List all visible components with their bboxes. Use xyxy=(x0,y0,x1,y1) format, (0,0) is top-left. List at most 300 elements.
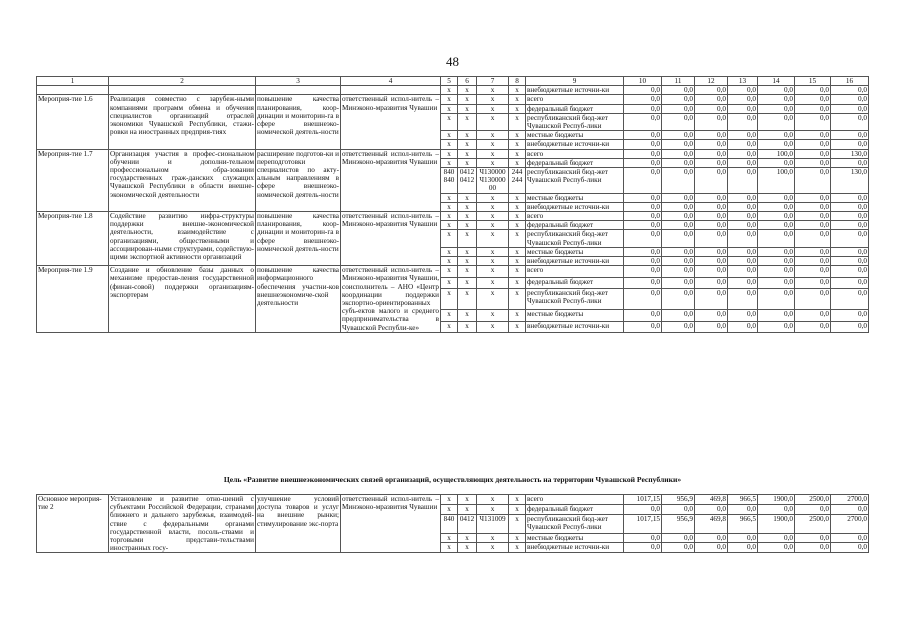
amount-cell: 0,0 xyxy=(624,310,662,321)
budget-code-cell: x xyxy=(441,149,458,158)
budget-code-cell: x xyxy=(509,543,526,553)
column-number-header: 16 xyxy=(831,77,869,86)
amount-cell: 0,0 xyxy=(728,257,758,266)
budget-code-cell: x xyxy=(509,131,526,140)
amount-cell: 0,0 xyxy=(758,277,795,288)
amount-cell: 469,8 xyxy=(695,495,728,505)
amount-cell: 0,0 xyxy=(758,221,795,230)
budget-code-cell: x xyxy=(441,288,458,309)
column-number-header: 8 xyxy=(509,77,526,86)
amount-cell: 0,0 xyxy=(728,277,758,288)
budget-code-cell: x xyxy=(458,247,477,256)
budget-code-cell: x xyxy=(458,221,477,230)
amount-cell: 0,0 xyxy=(758,113,795,130)
amount-cell: 0,0 xyxy=(758,543,795,553)
budget-code-cell: x xyxy=(441,321,458,332)
budget-code-cell: x xyxy=(477,95,509,104)
column-number-header: 11 xyxy=(662,77,695,86)
amount-cell: 130,0 xyxy=(831,168,869,194)
amount-cell: 966,5 xyxy=(728,514,758,533)
amount-cell: 0,0 xyxy=(695,533,728,543)
budget-code-cell: x xyxy=(441,193,458,202)
funding-source-cell: всего xyxy=(526,266,624,277)
budget-code-cell: x xyxy=(441,140,458,149)
amount-cell: 0,0 xyxy=(795,95,831,104)
amount-cell: 0,0 xyxy=(831,321,869,332)
table-row xyxy=(37,86,869,95)
budget-code-cell: x xyxy=(477,257,509,266)
amount-cell: 0,0 xyxy=(662,247,695,256)
budget-code-cell: x xyxy=(477,140,509,149)
budget-code-cell: x xyxy=(458,212,477,221)
budget-code-cell: 840 xyxy=(441,514,458,533)
amount-cell: 0,0 xyxy=(662,504,695,514)
column-number-header: 1 xyxy=(37,77,109,86)
budget-code-cell: x xyxy=(509,86,526,95)
amount-cell: 0,0 xyxy=(728,168,758,194)
amount-cell: 0,0 xyxy=(795,140,831,149)
measure-goal-cell: улучшение условий доступа товаров и услуг на внешние рынки; стимулирование экс-порта xyxy=(256,495,341,553)
budget-code-cell: x xyxy=(441,266,458,277)
amount-cell: 0,0 xyxy=(758,533,795,543)
column-number-header: 2 xyxy=(109,77,256,86)
amount-cell: 2500,0 xyxy=(795,495,831,505)
measure-executor-cell: ответственный испол-нитель – Минэконо-мразвития Чувашии, соисполнитель – АНО «Центр координации поддержки экспортно-ориентированных субъ-ектов малого и среднего предпринимательства в Чувашской Республи-ке» xyxy=(342,266,440,332)
amount-cell: 0,0 xyxy=(695,310,728,321)
budget-code-cell: x xyxy=(441,113,458,130)
budget-code-cell: x xyxy=(458,288,477,309)
column-number-header: 6 xyxy=(458,77,477,86)
amount-cell: 0,0 xyxy=(728,131,758,140)
amount-cell: 0,0 xyxy=(624,202,662,211)
budget-code-cell: x xyxy=(477,504,509,514)
budget-code-cell: x xyxy=(477,149,509,158)
amount-cell: 0,0 xyxy=(662,95,695,104)
budget-code-cell: x xyxy=(509,113,526,130)
funding-source-cell: федеральный бюджет xyxy=(526,277,624,288)
budget-code-cell: x xyxy=(477,193,509,202)
amount-cell: 0,0 xyxy=(695,321,728,332)
amount-cell: 0,0 xyxy=(695,288,728,309)
amount-cell: 0,0 xyxy=(795,202,831,211)
amount-cell: 0,0 xyxy=(758,321,795,332)
amount-cell: 0,0 xyxy=(728,158,758,167)
budget-code-cell: x xyxy=(477,158,509,167)
amount-cell: 0,0 xyxy=(758,310,795,321)
amount-cell: 0,0 xyxy=(728,149,758,158)
amount-cell: 0,0 xyxy=(728,230,758,247)
amount-cell: 1017,15 xyxy=(624,495,662,505)
column-number-header: 15 xyxy=(795,77,831,86)
budget-code-cell: x xyxy=(441,247,458,256)
amount-cell: 0,0 xyxy=(624,533,662,543)
funding-source-cell: республиканский бюд-жет Чувашской Респуб-лики xyxy=(526,288,624,309)
goal-heading: Цель «Развитие внешнеэкономических связей организаций, осуществляющих деятельность на территории Чувашской Республики» xyxy=(223,475,682,484)
measure-status-cell: Мероприя-тие 1.6 xyxy=(37,95,109,149)
amount-cell: 0,0 xyxy=(795,247,831,256)
measure-name-cell: Содействие развитию инфра-структуры поддержки внешне-экономической деятельности, взаимодействие с организациями, общественными и ассоциирован-ными структурами, содействую-щими экспортной активности организаций xyxy=(109,212,256,266)
amount-cell: 0,0 xyxy=(728,113,758,130)
amount-cell: 0,0 xyxy=(624,158,662,167)
measure-name-cell: Реализация совместно с зарубеж-ными компаниями программ обмена и обучения специалистов организаций отраслей экономики Чувашской Республики, стажи-ровки на иностранных предприя-тиях xyxy=(109,95,256,149)
budget-code-cell: Ч131009 xyxy=(477,514,509,533)
amount-cell: 1900,0 xyxy=(758,495,795,505)
budget-code-cell: x xyxy=(509,149,526,158)
budget-code-cell: x xyxy=(477,131,509,140)
amount-cell: 0,0 xyxy=(795,230,831,247)
amount-cell: 0,0 xyxy=(624,131,662,140)
budget-code-cell: x xyxy=(509,247,526,256)
budget-code-cell: 0412 0412 xyxy=(458,168,477,194)
table-row xyxy=(37,95,869,104)
amount-cell: 0,0 xyxy=(624,257,662,266)
budget-code-cell: x xyxy=(441,212,458,221)
amount-cell: 0,0 xyxy=(728,212,758,221)
funding-source-cell: федеральный бюджет xyxy=(526,221,624,230)
budget-code-cell: x xyxy=(509,202,526,211)
amount-cell: 0,0 xyxy=(831,533,869,543)
amount-cell: 0,0 xyxy=(795,257,831,266)
amount-cell: 0,0 xyxy=(662,212,695,221)
funding-source-cell: федеральный бюджет xyxy=(526,504,624,514)
budget-code-cell: x xyxy=(441,543,458,553)
amount-cell: 0,0 xyxy=(728,86,758,95)
budget-code-cell: x xyxy=(441,230,458,247)
measure-name-cell: Создание и обновление базы данных о механизме предостав-ления государственной (финан-совой) поддержки организациям-экспортерам xyxy=(109,266,256,333)
amount-cell: 0,0 xyxy=(662,543,695,553)
amount-cell: 0,0 xyxy=(831,288,869,309)
budget-code-cell: x xyxy=(458,158,477,167)
amount-cell: 0,0 xyxy=(662,257,695,266)
amount-cell: 0,0 xyxy=(624,193,662,202)
amount-cell: 0,0 xyxy=(695,158,728,167)
budget-code-cell: x xyxy=(509,230,526,247)
amount-cell: 0,0 xyxy=(662,131,695,140)
amount-cell: 0,0 xyxy=(695,168,728,194)
program-table xyxy=(36,76,869,333)
column-number-header: 3 xyxy=(256,77,341,86)
budget-code-cell: x xyxy=(441,310,458,321)
budget-code-cell: x xyxy=(477,230,509,247)
amount-cell: 0,0 xyxy=(831,158,869,167)
amount-cell: 2500,0 xyxy=(795,514,831,533)
amount-cell: 0,0 xyxy=(728,266,758,277)
amount-cell: 0,0 xyxy=(795,131,831,140)
main-measure-table xyxy=(36,494,869,553)
measure-status-cell: Мероприя-тие 1.9 xyxy=(37,266,109,333)
budget-code-cell: x xyxy=(477,247,509,256)
measure-executor-cell: ответственный испол-нитель – Минэконо-мразвития Чувашии xyxy=(341,495,441,553)
amount-cell: 0,0 xyxy=(624,149,662,158)
measure-goal-cell: повышение качества планирования, коор-динации и мониторин-га в сфере внешнеэко-номической деятель-ности xyxy=(256,95,341,149)
amount-cell: 0,0 xyxy=(758,193,795,202)
empty-cell xyxy=(341,86,441,95)
budget-code-cell: x xyxy=(441,131,458,140)
funding-source-cell: внебюджетные источни-ки xyxy=(526,140,624,149)
amount-cell: 0,0 xyxy=(795,212,831,221)
amount-cell: 0,0 xyxy=(624,247,662,256)
budget-code-cell: x xyxy=(441,95,458,104)
budget-code-cell: x xyxy=(458,86,477,95)
amount-cell: 0,0 xyxy=(695,193,728,202)
table-row xyxy=(37,266,869,277)
measure-goal-cell: повышение качества планирования, коор-динации и мониторин-га в сфере внешнеэко-номической деятель-ности xyxy=(256,212,341,266)
amount-cell: 0,0 xyxy=(662,158,695,167)
amount-cell: 0,0 xyxy=(831,247,869,256)
budget-code-cell: x xyxy=(458,202,477,211)
budget-code-cell: x xyxy=(441,86,458,95)
budget-code-cell: x xyxy=(458,230,477,247)
amount-cell: 0,0 xyxy=(758,266,795,277)
funding-source-cell: всего xyxy=(526,212,624,221)
amount-cell: 0,0 xyxy=(662,277,695,288)
budget-code-cell: x xyxy=(509,533,526,543)
header-row xyxy=(37,77,869,86)
amount-cell: 0,0 xyxy=(624,266,662,277)
budget-code-cell: x xyxy=(458,193,477,202)
amount-cell: 2700,0 xyxy=(831,514,869,533)
measure-name-cell: Организация участия в профес-сиональном обучении и дополни-тельном профессиональном обра-зовании государственных граж-данских служащих Чувашской Республики в области внешне-экономической деятельности xyxy=(109,149,256,211)
amount-cell: 0,0 xyxy=(831,193,869,202)
amount-cell: 0,0 xyxy=(695,86,728,95)
amount-cell: 0,0 xyxy=(831,230,869,247)
amount-cell: 0,0 xyxy=(728,95,758,104)
budget-code-cell: x xyxy=(509,193,526,202)
budget-code-cell: x xyxy=(509,288,526,309)
budget-code-cell: x xyxy=(477,202,509,211)
amount-cell: 0,0 xyxy=(662,533,695,543)
amount-cell: 2700,0 xyxy=(831,495,869,505)
funding-source-cell: республиканский бюд-жет Чувашской Респуб-лики xyxy=(526,230,624,247)
amount-cell: 0,0 xyxy=(695,266,728,277)
budget-code-cell: x xyxy=(477,86,509,95)
amount-cell: 0,0 xyxy=(831,504,869,514)
funding-source-cell: внебюджетные источни-ки xyxy=(526,86,624,95)
measure-status-cell: Основное мероприя-тие 2 xyxy=(37,495,109,553)
amount-cell: 0,0 xyxy=(758,212,795,221)
amount-cell: 0,0 xyxy=(831,310,869,321)
amount-cell: 0,0 xyxy=(695,202,728,211)
amount-cell: 1017,15 xyxy=(624,514,662,533)
column-number-header: 9 xyxy=(526,77,624,86)
budget-code-cell: x xyxy=(509,212,526,221)
budget-code-cell: x xyxy=(441,202,458,211)
amount-cell: 0,0 xyxy=(728,504,758,514)
funding-source-cell: внебюджетные источни-ки xyxy=(526,321,624,332)
empty-cell xyxy=(256,86,341,95)
amount-cell: 0,0 xyxy=(695,230,728,247)
empty-cell xyxy=(109,86,256,95)
budget-code-cell: x xyxy=(458,140,477,149)
budget-code-cell: x xyxy=(509,495,526,505)
amount-cell: 0,0 xyxy=(831,95,869,104)
amount-cell: 966,5 xyxy=(728,495,758,505)
budget-code-cell: x xyxy=(509,95,526,104)
measure-executor-cell: ответственный испол-нитель – Минэконо-мразвития Чувашии xyxy=(341,95,441,149)
amount-cell: 0,0 xyxy=(795,168,831,194)
page-number: 48 xyxy=(446,54,459,69)
amount-cell: 0,0 xyxy=(831,140,869,149)
amount-cell: 0,0 xyxy=(728,202,758,211)
budget-code-cell: 244 244 xyxy=(509,168,526,194)
amount-cell: 0,0 xyxy=(695,277,728,288)
column-number-header: 4 xyxy=(341,77,441,86)
budget-code-cell: x xyxy=(477,221,509,230)
amount-cell: 0,0 xyxy=(695,95,728,104)
amount-cell: 0,0 xyxy=(662,202,695,211)
amount-cell: 0,0 xyxy=(728,310,758,321)
amount-cell: 0,0 xyxy=(624,140,662,149)
amount-cell: 0,0 xyxy=(758,288,795,309)
amount-cell: 0,0 xyxy=(695,140,728,149)
amount-cell: 0,0 xyxy=(795,193,831,202)
amount-cell: 0,0 xyxy=(795,288,831,309)
budget-code-cell: x xyxy=(509,514,526,533)
amount-cell: 0,0 xyxy=(695,543,728,553)
amount-cell: 0,0 xyxy=(695,131,728,140)
amount-cell: 0,0 xyxy=(695,104,728,113)
budget-code-cell: x xyxy=(458,321,477,332)
amount-cell: 0,0 xyxy=(795,149,831,158)
budget-code-cell: x xyxy=(509,158,526,167)
budget-code-cell: x xyxy=(458,277,477,288)
budget-code-cell: x xyxy=(441,257,458,266)
budget-code-cell: x xyxy=(458,543,477,553)
budget-code-cell: x xyxy=(441,104,458,113)
amount-cell: 0,0 xyxy=(662,193,695,202)
budget-code-cell: Ч130000 Ч130000 00 xyxy=(477,168,509,194)
amount-cell: 0,0 xyxy=(758,104,795,113)
funding-source-cell: всего xyxy=(526,495,624,505)
budget-code-cell: x xyxy=(458,257,477,266)
budget-code-cell: x xyxy=(509,504,526,514)
amount-cell: 0,0 xyxy=(831,86,869,95)
amount-cell: 0,0 xyxy=(662,104,695,113)
amount-cell: 0,0 xyxy=(624,86,662,95)
amount-cell: 0,0 xyxy=(662,86,695,95)
budget-code-cell: x xyxy=(477,321,509,332)
amount-cell: 0,0 xyxy=(695,113,728,130)
column-number-header: 12 xyxy=(695,77,728,86)
budget-code-cell: x xyxy=(458,104,477,113)
measure-name-cell: Установление и развитие отно-шений с субъектами Российской Федерации, странами ближнего и дальнего зарубежья, взаимодей-ствие с федеральными органами государственной власти, посоль-ствами и торговыми представи-тельствами иностранных госу- xyxy=(110,495,254,553)
funding-source-cell: республиканский бюд-жет Чувашской Респуб-лики xyxy=(526,168,624,194)
amount-cell: 100,0 xyxy=(758,168,795,194)
amount-cell: 0,0 xyxy=(624,288,662,309)
measure-executor-cell: ответственный испол-нитель – Минэконо-мразвития Чувашии xyxy=(341,212,441,266)
amount-cell: 0,0 xyxy=(831,131,869,140)
measure-status-cell: Мероприя-тие 1.8 xyxy=(37,212,109,266)
amount-cell: 0,0 xyxy=(758,257,795,266)
budget-code-cell: x xyxy=(441,495,458,505)
budget-code-cell: x xyxy=(477,533,509,543)
amount-cell: 0,0 xyxy=(795,533,831,543)
amount-cell: 0,0 xyxy=(695,247,728,256)
funding-source-cell: местные бюджеты xyxy=(526,247,624,256)
amount-cell: 0,0 xyxy=(624,504,662,514)
measure-goal-cell: повышение качества информационного обеспечения участни-ков внешнеэкономиче-ской деятельности xyxy=(256,266,341,333)
budget-code-cell: x xyxy=(477,288,509,309)
funding-source-cell: местные бюджеты xyxy=(526,131,624,140)
amount-cell: 0,0 xyxy=(695,221,728,230)
amount-cell: 0,0 xyxy=(624,168,662,194)
funding-source-cell: внебюджетные источни-ки xyxy=(526,257,624,266)
amount-cell: 0,0 xyxy=(624,113,662,130)
amount-cell: 0,0 xyxy=(758,140,795,149)
budget-code-cell: x xyxy=(441,533,458,543)
budget-code-cell: x xyxy=(477,277,509,288)
budget-code-cell: x xyxy=(509,321,526,332)
amount-cell: 0,0 xyxy=(795,86,831,95)
table-row xyxy=(37,495,869,505)
measure-goal-cell: расширение подготов-ки и переподготовки специалистов по акту-альным направлениям в сфере внешнеэко-номической деятель-ности xyxy=(256,149,341,211)
budget-code-cell: x xyxy=(458,495,477,505)
column-number-header: 10 xyxy=(624,77,662,86)
table-row xyxy=(37,149,869,158)
budget-code-cell: x xyxy=(509,277,526,288)
amount-cell: 0,0 xyxy=(662,140,695,149)
amount-cell: 0,0 xyxy=(662,321,695,332)
budget-code-cell: x xyxy=(441,504,458,514)
budget-code-cell: x xyxy=(477,104,509,113)
amount-cell: 0,0 xyxy=(758,158,795,167)
budget-code-cell: x xyxy=(458,504,477,514)
budget-code-cell: x xyxy=(477,310,509,321)
amount-cell: 0,0 xyxy=(728,533,758,543)
budget-code-cell: x xyxy=(458,266,477,277)
amount-cell: 0,0 xyxy=(728,221,758,230)
amount-cell: 0,0 xyxy=(795,277,831,288)
amount-cell: 0,0 xyxy=(758,504,795,514)
amount-cell: 0,0 xyxy=(624,221,662,230)
funding-source-cell: республиканский бюд-жет Чувашской Респуб-лики xyxy=(526,514,624,533)
column-number-header: 14 xyxy=(758,77,795,86)
amount-cell: 0,0 xyxy=(795,158,831,167)
budget-code-cell: x xyxy=(509,257,526,266)
budget-code-cell: x xyxy=(477,212,509,221)
amount-cell: 0,0 xyxy=(662,310,695,321)
amount-cell: 0,0 xyxy=(795,113,831,130)
funding-source-cell: республиканский бюд-жет Чувашской Респуб-лики xyxy=(526,113,624,130)
budget-code-cell: x xyxy=(458,149,477,158)
column-number-header: 5 xyxy=(441,77,458,86)
amount-cell: 0,0 xyxy=(662,266,695,277)
amount-cell: 130,0 xyxy=(831,149,869,158)
amount-cell: 1900,0 xyxy=(758,514,795,533)
amount-cell: 0,0 xyxy=(624,104,662,113)
budget-code-cell: x xyxy=(509,221,526,230)
amount-cell: 0,0 xyxy=(831,202,869,211)
budget-code-cell: 840 840 xyxy=(441,168,458,194)
amount-cell: 0,0 xyxy=(831,266,869,277)
amount-cell: 0,0 xyxy=(695,149,728,158)
amount-cell: 0,0 xyxy=(662,230,695,247)
budget-code-cell: x xyxy=(458,533,477,543)
amount-cell: 0,0 xyxy=(624,95,662,104)
column-number-header: 7 xyxy=(477,77,509,86)
budget-code-cell: 0412 xyxy=(458,514,477,533)
budget-code-cell: x xyxy=(458,113,477,130)
budget-code-cell: x xyxy=(458,95,477,104)
budget-code-cell: x xyxy=(509,104,526,113)
budget-code-cell: x xyxy=(441,277,458,288)
table-row xyxy=(37,212,869,221)
budget-code-cell: x xyxy=(509,310,526,321)
amount-cell: 0,0 xyxy=(795,543,831,553)
amount-cell: 0,0 xyxy=(624,277,662,288)
budget-code-cell: x xyxy=(458,310,477,321)
amount-cell: 0,0 xyxy=(624,321,662,332)
